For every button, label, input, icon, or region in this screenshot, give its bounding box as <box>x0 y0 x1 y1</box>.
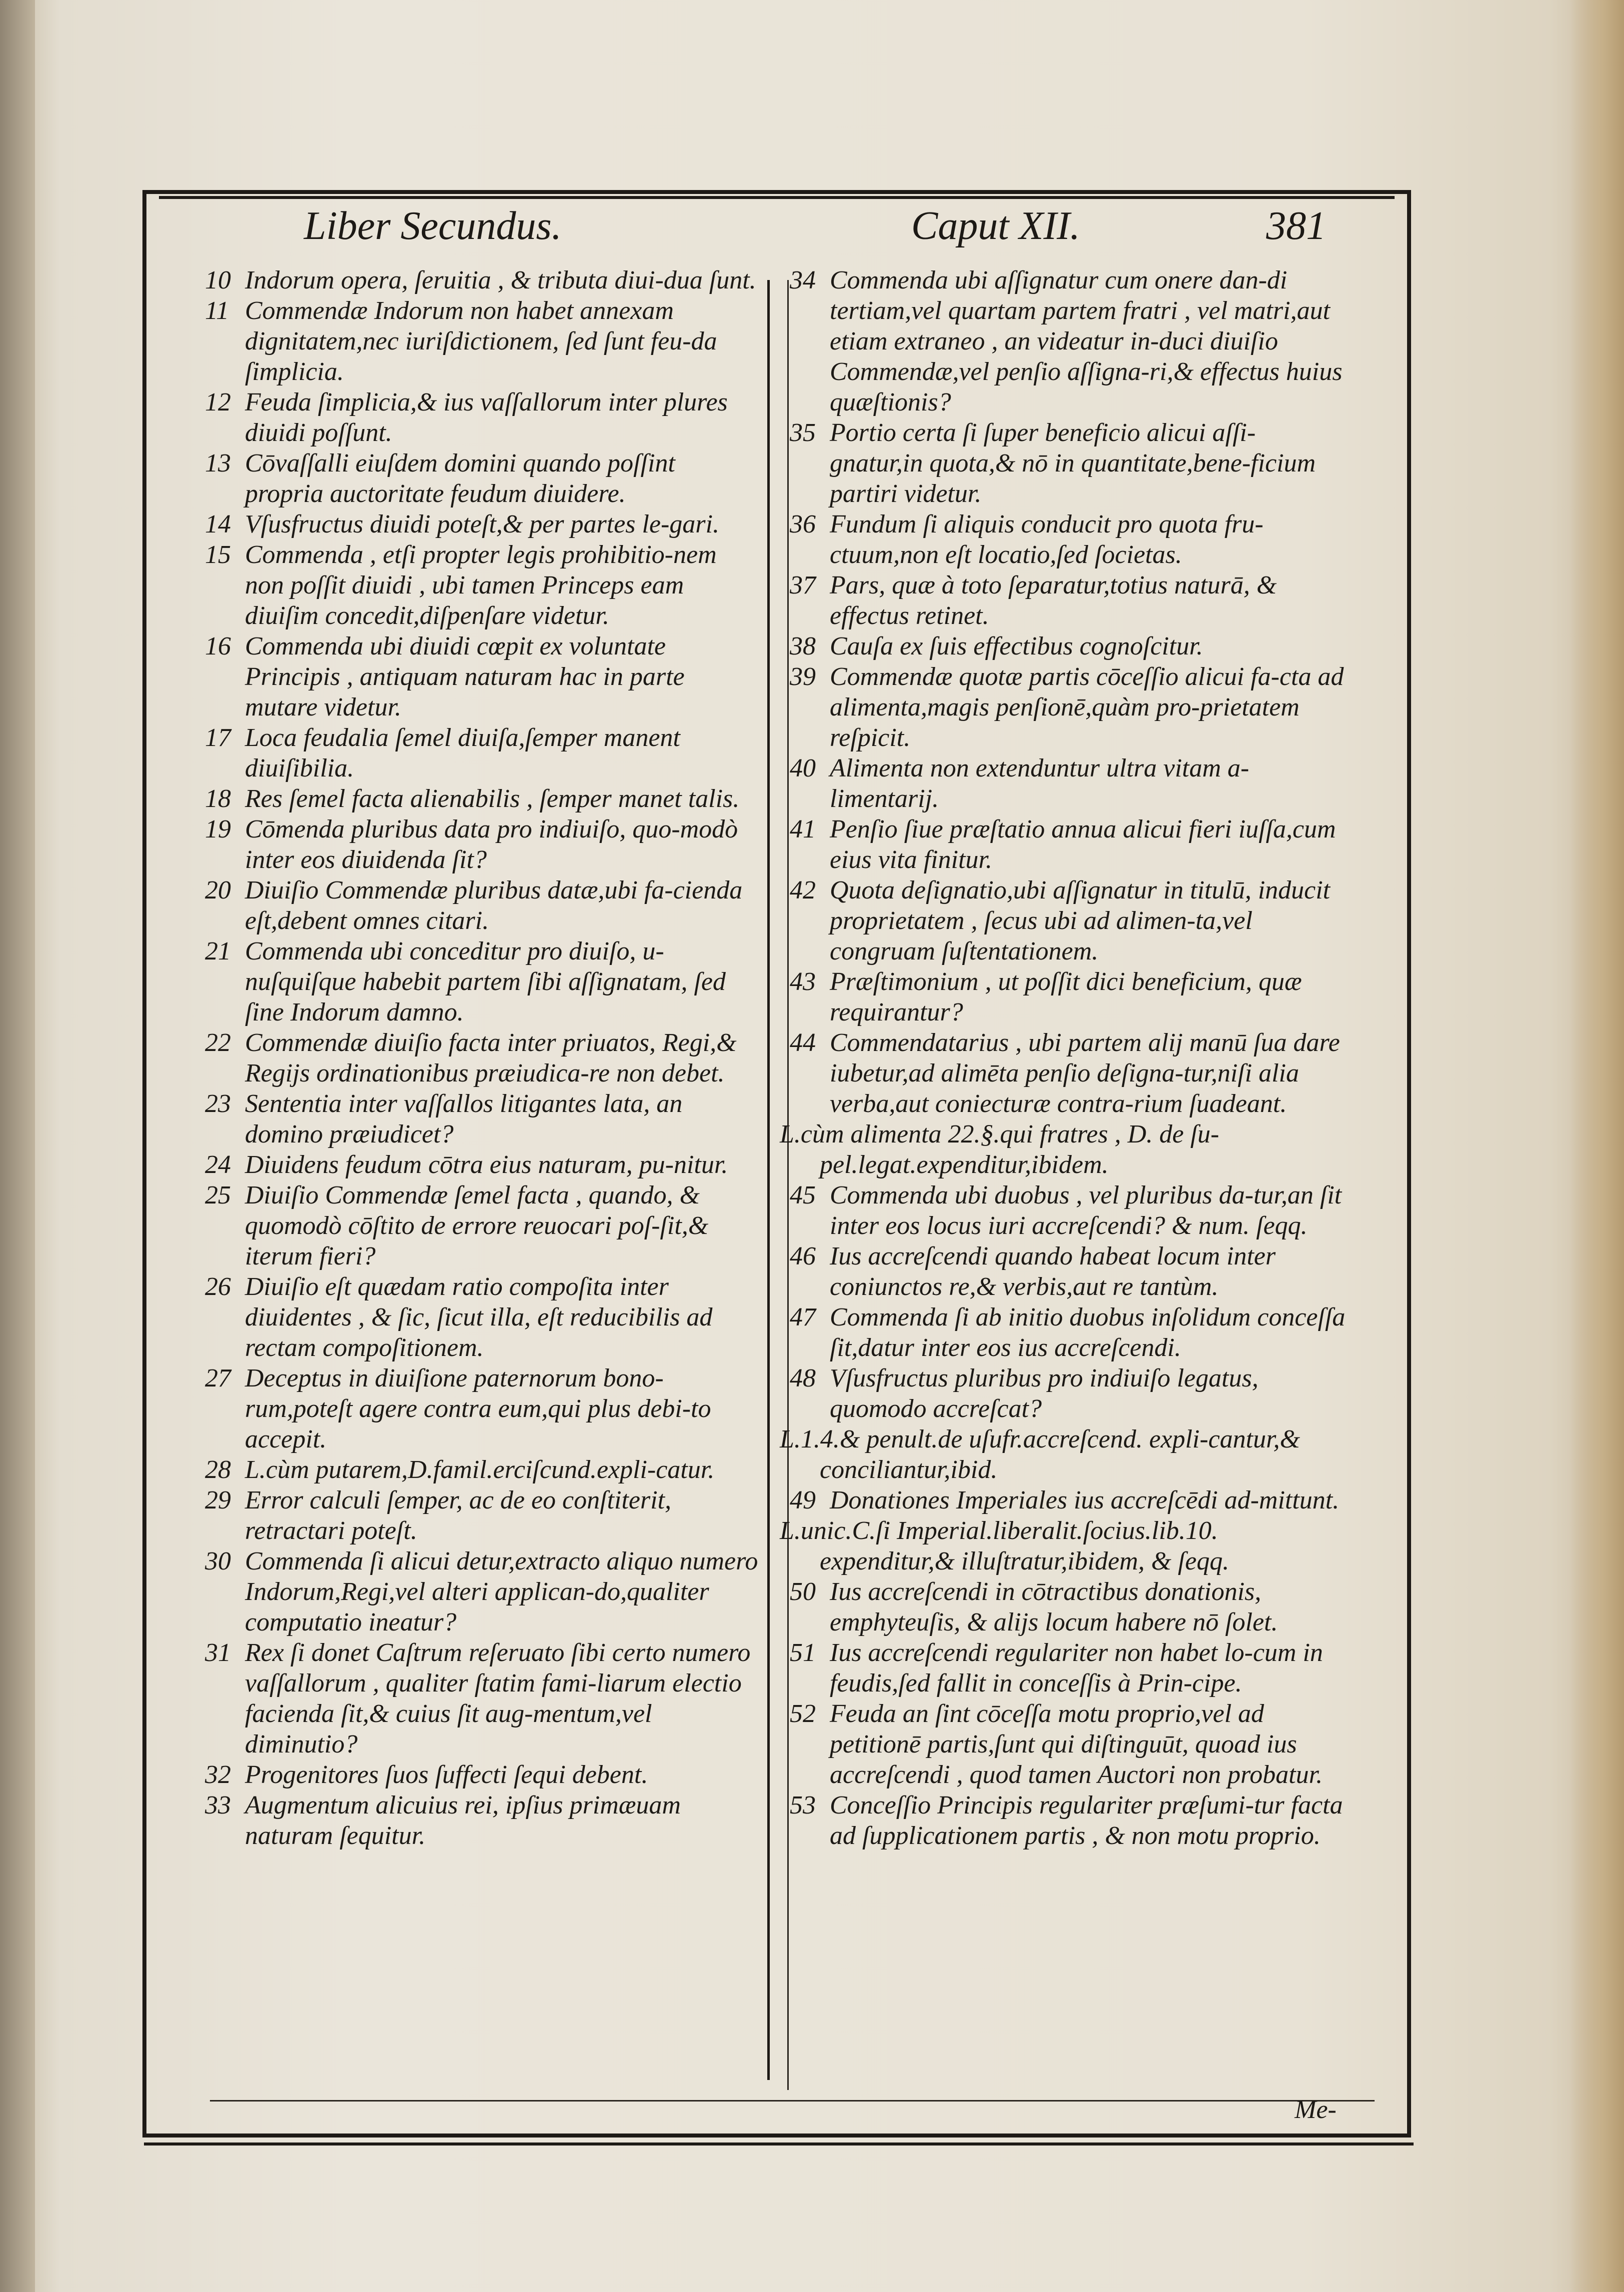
summary-entry <box>205 814 760 875</box>
summary-entry <box>205 1546 760 1638</box>
entry-text: Commenda ubi diuidi cœpit ex voluntate Principis , antiquam naturam hac in parte mutare videtur. <box>245 632 685 722</box>
entry-number: 16 <box>205 632 231 660</box>
left-column <box>205 265 760 1851</box>
page-number: 381 <box>1266 204 1326 248</box>
entry-text: Deceptus in diuiſione paternorum bono-rum,poteſt agere contra eum,qui plus debi-to accepit. <box>245 1364 711 1454</box>
chapter-title: Caput XII. <box>911 204 1080 248</box>
entry-text: Commendatarius , ubi partem alij manū ſua dare iubetur,ad alimēta penſio deſigna-tur,niſi alia verba,aut coniecturæ contra-rium ſuadeant. <box>830 1028 1340 1118</box>
summary-entry <box>205 722 760 784</box>
entry-text: Cauſa ex ſuis effectibus cognoſcitur. <box>830 632 1203 660</box>
summary-entry <box>790 1790 1347 1851</box>
summary-entry <box>790 1698 1347 1790</box>
summary-entry <box>790 265 1347 418</box>
entry-text: Cōvaſſalli eiuſdem domini quando poſſint propria auctoritate feudum diuidere. <box>245 449 675 508</box>
entry-number: 30 <box>205 1547 231 1576</box>
summary-entry <box>205 1363 760 1454</box>
summary-entry <box>205 631 760 722</box>
entry-text: Diuiſio Commendæ pluribus datæ,ubi fa-cienda eſt,debent omnes citari. <box>245 876 743 935</box>
summary-entry <box>790 1576 1347 1638</box>
summary-entry <box>205 1790 760 1851</box>
entry-text: Cōmenda pluribus data pro indiuiſo, quo-modò inter eos diuidenda ſit? <box>245 815 738 874</box>
entry-number: 48 <box>790 1364 816 1392</box>
entry-text: Commendæ diuiſio facta inter priuatos, Regi,& Regijs ordinationibus præiudica-re non debet. <box>245 1028 737 1088</box>
summary-entry <box>205 784 760 814</box>
entry-number: 13 <box>205 449 231 478</box>
summary-entry <box>790 631 1347 662</box>
entry-number: 43 <box>790 968 816 996</box>
summary-entry <box>205 540 760 631</box>
entry-number: 14 <box>205 510 231 538</box>
entry-number: 18 <box>205 784 231 813</box>
summary-entry <box>790 1363 1347 1424</box>
summary-entry <box>790 814 1347 875</box>
entry-text: Præſtimonium , ut poſſit dici beneficium, quæ requirantur? <box>830 968 1302 1026</box>
summary-entry <box>790 509 1347 570</box>
entry-number: 50 <box>790 1578 816 1606</box>
summary-entry <box>205 875 760 936</box>
summary-entry <box>790 662 1347 753</box>
entry-number: 51 <box>790 1638 816 1667</box>
entry-text: Diuiſio Commendæ ſemel facta , quando, & quomodò cōſtito de errore reuocari poſ-ſit,& iterum fieri? <box>245 1181 709 1270</box>
entry-number: 23 <box>205 1090 231 1118</box>
entry-number: 49 <box>790 1486 816 1514</box>
summary-entry <box>790 753 1347 814</box>
entry-number: 52 <box>790 1700 816 1728</box>
entry-number: 19 <box>205 815 231 844</box>
bottom-rule <box>144 2142 1414 2146</box>
binding-edge <box>0 0 35 2292</box>
right-column <box>780 265 1347 1851</box>
entry-text: Conceſſio Principis regulariter præſumi-tur facta ad ſupplicationem partis , & non motu proprio. <box>830 1791 1343 1850</box>
book-title: Liber Secundus. <box>304 204 562 248</box>
summary-entry <box>780 1119 1347 1180</box>
summary-entry <box>790 1028 1347 1119</box>
entry-number: 47 <box>790 1303 816 1332</box>
entry-text: Commenda ſi alicui detur,extracto aliquo numero Indorum,Regi,vel alteri applican-do,qualiter computatio ineatur? <box>245 1547 758 1636</box>
entry-text: Loca feudalia ſemel diuiſa,ſemper manent diuiſibilia. <box>245 724 680 782</box>
summary-entry <box>205 936 760 1028</box>
entry-number: 29 <box>205 1486 231 1514</box>
summary-entry <box>790 875 1347 966</box>
entry-text: Res ſemel facta alienabilis , ſemper manet talis. <box>245 784 740 813</box>
entry-number: 45 <box>790 1181 816 1210</box>
summary-entry <box>790 1638 1347 1698</box>
entry-number: 36 <box>790 510 816 538</box>
summary-entry <box>205 265 760 296</box>
entry-number: 42 <box>790 876 816 904</box>
summary-entry <box>205 387 760 448</box>
entry-text: Diuiſio eſt quædam ratio compoſita inter diuidentes , & ſic, ſicut illa, eſt reducibilis ad rectam compoſitionem. <box>245 1272 713 1362</box>
entry-number: 35 <box>790 418 816 447</box>
entry-number: 39 <box>790 662 816 691</box>
entry-text: Quota deſignatio,ubi aſſignatur in titulū, inducit proprietatem , ſecus ubi ad alimen-ta,vel congruam ſuſtentationem. <box>830 876 1330 966</box>
entry-text: Vſusfructus pluribus pro indiuiſo legatus, quomodo accreſcat? <box>830 1364 1259 1423</box>
entry-number: 46 <box>790 1242 816 1270</box>
entry-text: Ius accreſcendi regulariter non habet lo-cum in feudis,ſed fallit in conceſſis à Prin-cipe. <box>830 1638 1323 1698</box>
entry-number: 33 <box>205 1791 231 1820</box>
summary-entry <box>205 1272 760 1363</box>
entry-text: Rex ſi donet Caſtrum reſeruato ſibi certo numero vaſſallorum , qualiter ſtatim fami-liarum electio facienda ſit,& cuius ſit aug-mentum,vel diminutio? <box>245 1638 751 1758</box>
summary-entry <box>780 1424 1347 1485</box>
entry-number: 28 <box>205 1456 231 1484</box>
entry-text: Commenda ubi duobus , vel pluribus da-tur,an ſit inter eos locus iuri accreſcendi? & num. ſeqq. <box>830 1181 1342 1240</box>
entry-text: Commenda ſi ab initio duobus inſolidum conceſſa ſit,datur inter eos ius accreſcendi. <box>830 1303 1346 1362</box>
summary-entry <box>205 1150 760 1180</box>
column-divider <box>767 280 770 2080</box>
summary-entry <box>790 1302 1347 1363</box>
summary-entry <box>780 1516 1347 1576</box>
summary-entry <box>205 1638 760 1760</box>
entry-text: Vſusfructus diuidi poteſt,& per partes le-gari. <box>245 510 719 538</box>
entry-number: 27 <box>205 1364 231 1392</box>
summary-entry <box>790 1485 1347 1516</box>
page-edge <box>1569 0 1624 2292</box>
summary-entry <box>205 296 760 387</box>
entry-number: 26 <box>205 1272 231 1301</box>
entry-number: 32 <box>205 1760 231 1789</box>
entry-text: Penſio ſiue præſtatio annua alicui fieri iuſſa,cum eius vita finitur. <box>830 815 1336 874</box>
entry-text: Fundum ſi aliquis conducit pro quota fru-ctuum,non eſt locatio,ſed ſocietas. <box>830 510 1264 569</box>
entry-number: 31 <box>205 1638 231 1667</box>
entry-text: Progenitores ſuos ſuffecti ſequi debent. <box>245 1760 648 1789</box>
catchword: Me- <box>1295 2096 1337 2124</box>
entry-text: Commendæ quotæ partis cōceſſio alicui fa-cta ad alimenta,magis penſionē,quàm pro-prietatem reſpicit. <box>830 662 1344 752</box>
entry-text: L.cùm putarem,D.famil.erciſcund.expli-catur. <box>245 1456 715 1484</box>
entry-number: 24 <box>205 1150 231 1179</box>
summary-entry <box>790 1180 1347 1241</box>
running-header <box>159 198 1395 268</box>
entry-text: Alimenta non extenduntur ultra vitam a-limentarij. <box>830 754 1250 813</box>
entry-number: 15 <box>205 540 231 569</box>
entry-text: Portio certa ſi ſuper beneficio alicui aſſi-gnatur,in quota,& nō in quantitate,bene-ficium partiri videtur. <box>830 418 1316 508</box>
entry-text: Augmentum alicuius rei, ipſius primæuam naturam ſequitur. <box>245 1791 681 1850</box>
summary-entry <box>205 1028 760 1088</box>
entry-text: Indorum opera, ſeruitia , & tributa diui-dua ſunt. <box>245 266 756 294</box>
entry-number: 40 <box>790 754 816 782</box>
entry-text: L.unic.C.ſi Imperial.liberalit.ſocius.lib.10. expenditur,& illuſtratur,ibidem, & ſeqq. <box>780 1516 1229 1576</box>
entry-text: Commenda , etſi propter legis prohibitio-nem non poſſit diuidi , ubi tamen Princeps eam diuiſim concedit,diſpenſare videtur. <box>245 540 717 630</box>
entry-number: 22 <box>205 1028 231 1057</box>
summary-entry <box>790 966 1347 1028</box>
entry-number: 53 <box>790 1791 816 1820</box>
entry-text: Feuda an ſint cōceſſa motu proprio,vel ad petitionē partis,ſunt qui diſtinguūt, quoad ius accreſcendi , quod tamen Auctori non probatur. <box>830 1700 1323 1789</box>
summary-entry <box>205 1760 760 1790</box>
summary-entry <box>205 1485 760 1546</box>
summary-entry <box>790 1241 1347 1302</box>
entry-text: Commenda ubi aſſignatur cum onere dan-di tertiam,vel quartam partem fratri , vel matri,aut etiam extraneo , an videatur in-duci diuiſio Commendæ,vel penſio aſſigna-ri,& effectus huius quæſtionis? <box>830 266 1343 416</box>
entry-number: 41 <box>790 815 816 844</box>
summary-entry <box>790 570 1347 631</box>
entry-number: 21 <box>205 937 231 966</box>
column-divider-inner <box>787 280 789 2090</box>
entry-text: Feuda ſimplicia,& ius vaſſallorum inter plures diuidi poſſunt. <box>245 388 728 447</box>
entry-text: L.cùm alimenta 22.§.qui fratres , D. de ſu-pel.legat.expenditur,ibidem. <box>780 1120 1220 1179</box>
entry-text: Ius accreſcendi in cōtractibus donationis, emphyteuſis, & alijs locum habere nō ſolet. <box>830 1578 1278 1636</box>
inner-bottom-rule <box>210 2100 1375 2102</box>
entry-number: 11 <box>205 296 229 325</box>
summary-entry <box>205 1088 760 1150</box>
entry-number: 12 <box>205 388 231 416</box>
entry-text: Sententia inter vaſſallos litigantes lata, an domino præiudicet? <box>245 1090 683 1148</box>
summary-entry <box>205 509 760 540</box>
summary-entry <box>205 1454 760 1485</box>
entry-number: 10 <box>205 266 231 294</box>
entry-text: Ius accreſcendi quando habeat locum inter coniunctos re,& verbis,aut re tantùm. <box>830 1242 1276 1301</box>
entry-number: 17 <box>205 724 231 752</box>
entry-text: Donationes Imperiales ius accreſcēdi ad-mittunt. <box>830 1486 1340 1514</box>
entry-number: 37 <box>790 571 816 600</box>
entry-text: Diuidens feudum cōtra eius naturam, pu-nitur. <box>245 1150 728 1179</box>
entry-number: 25 <box>205 1181 231 1210</box>
entry-text: L.1.4.& penult.de uſufr.accreſcend. expli-cantur,& conciliantur,ibid. <box>780 1425 1300 1484</box>
entry-text: Error calculi ſemper, ac de eo conſtiterit, retractari poteſt. <box>245 1486 671 1545</box>
entry-text: Commenda ubi conceditur pro diuiſo, u-nuſquiſque habebit partem ſibi aſſignatam, ſed ſine Indorum damno. <box>245 937 726 1026</box>
entry-text: Pars, quæ à toto ſeparatur,totius naturā, & effectus retinet. <box>830 571 1277 630</box>
entry-text: Commendæ Indorum non habet annexam dignitatem,nec iuriſdictionem, ſed ſunt feu-da ſimplicia. <box>245 296 717 386</box>
summary-entry <box>205 448 760 509</box>
entry-number: 20 <box>205 876 231 904</box>
entry-number: 44 <box>790 1028 816 1057</box>
summary-entry <box>205 1180 760 1272</box>
entry-number: 38 <box>790 632 816 660</box>
summary-entry <box>790 418 1347 509</box>
entry-number: 34 <box>790 266 816 294</box>
